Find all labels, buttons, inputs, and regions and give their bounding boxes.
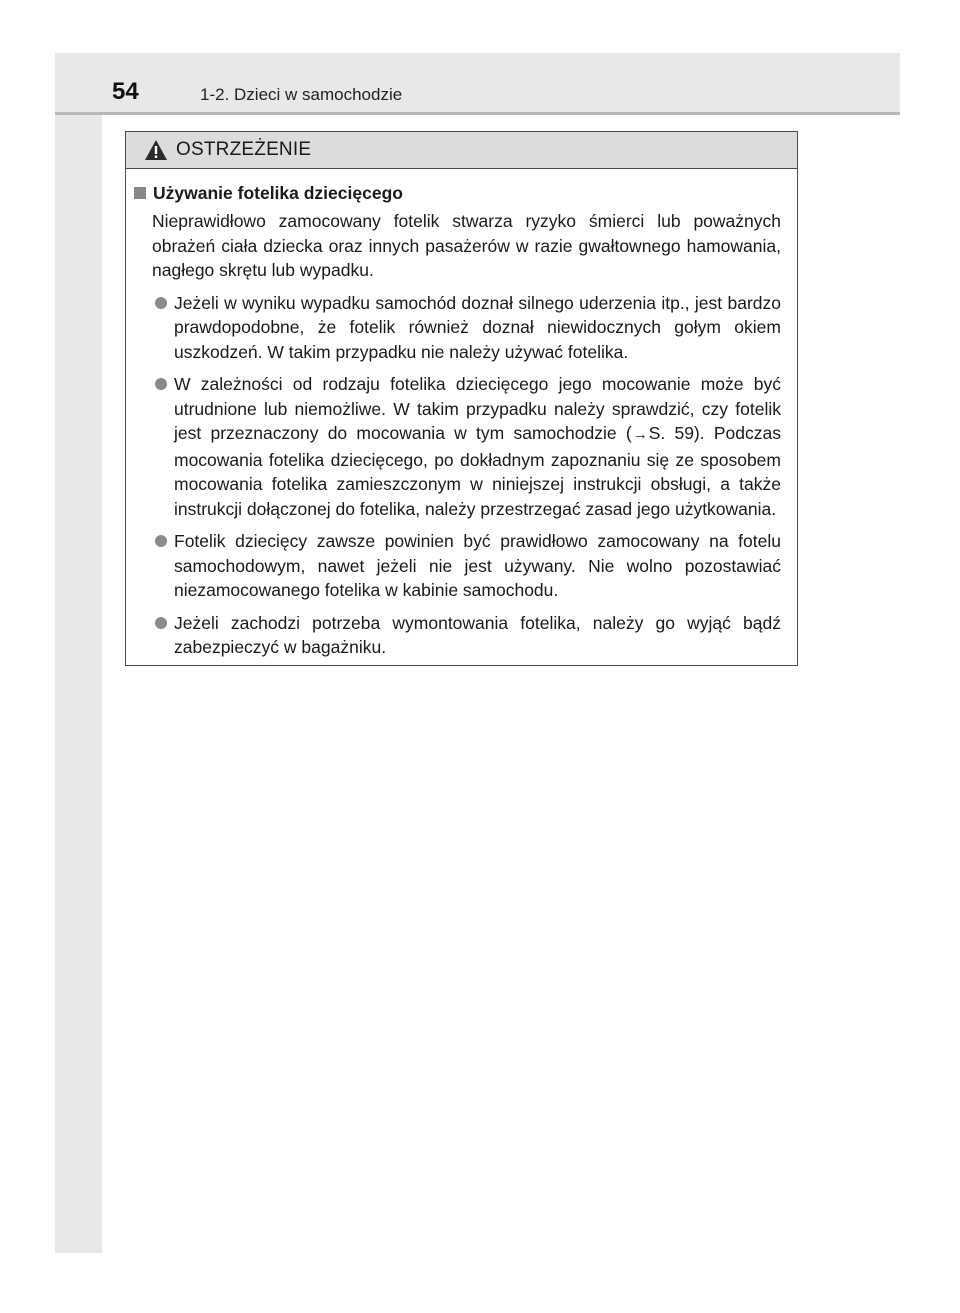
header-rule — [55, 112, 900, 115]
section-title: 1-2. Dzieci w samochodzie — [200, 85, 403, 104]
intro-paragraph: Nieprawidłowo zamocowany fotelik stwarza ryzyko śmierci lub poważnych obrażeń ciała dziecka oraz innych pasażerów w razie gwałtownego hamowania, nagłego skrętu lub wypadku. — [152, 211, 781, 280]
list-item-text: Jeżeli w wyniku wypadku samochód doznał silnego uderzenia itp., jest bardzo prawdopodobne, że fotelik również doznał niewidocznych gołym okiem uszkodzeń. W takim przypadku nie należy używać fotelika. — [174, 292, 781, 362]
list-item — [134, 291, 781, 365]
round-bullet-icon — [155, 535, 167, 547]
square-bullet-icon — [134, 187, 146, 199]
warning-label: OSTRZEŻENIE — [176, 139, 312, 160]
warning-list — [134, 291, 781, 660]
list-item — [134, 529, 781, 603]
subheading-text: Używanie fotelika dziecięcego — [153, 183, 403, 203]
list-item-text: Jeżeli zachodzi potrzeba wymontowania fotelika, należy go wyjąć bądź zabezpieczyć w bagażniku. — [174, 612, 781, 657]
list-item — [134, 372, 781, 521]
list-item-text-before: W zależności od rodzaju fotelika dziecięcego jego mocowanie może być utrudnione lub niemożliwe. W takim przypadku należy sprawdzić, czy fotelik jest przeznaczony do mocowania w tym samochodzie ( — [174, 374, 781, 443]
page-reference-text: S. 59). Podczas mocowania fotelika dziecięcego, po dokładnym zapoznaniu się ze sposobem mocowania fotelika zamieszczonym w niniejszej instrukcji obsługi, a także instrukcji dołączonej do fotelika, należy przestrzegać zasad jego użytkowania. — [174, 423, 781, 519]
list-item-text: Fotelik dziecięcy zawsze powinien być prawidłowo zamocowany na fotelu samochodowym, nawet jeżeli nie jest używany. Nie wolno pozostawiać niezamocowanego fotelika w kabinie samochodu. — [174, 531, 781, 600]
round-bullet-icon — [155, 617, 167, 629]
page-number: 54 — [112, 78, 139, 105]
warning-triangle-icon — [144, 139, 168, 161]
warning-header — [126, 132, 797, 169]
header-band — [55, 53, 900, 114]
side-strip — [55, 53, 102, 1253]
warning-content — [126, 169, 797, 660]
warning-box — [125, 131, 798, 666]
list-item — [134, 611, 781, 660]
round-bullet-icon — [155, 297, 167, 309]
round-bullet-icon — [155, 378, 167, 390]
arrow-right-icon: → — [632, 426, 648, 443]
warning-subheading — [134, 181, 781, 205]
